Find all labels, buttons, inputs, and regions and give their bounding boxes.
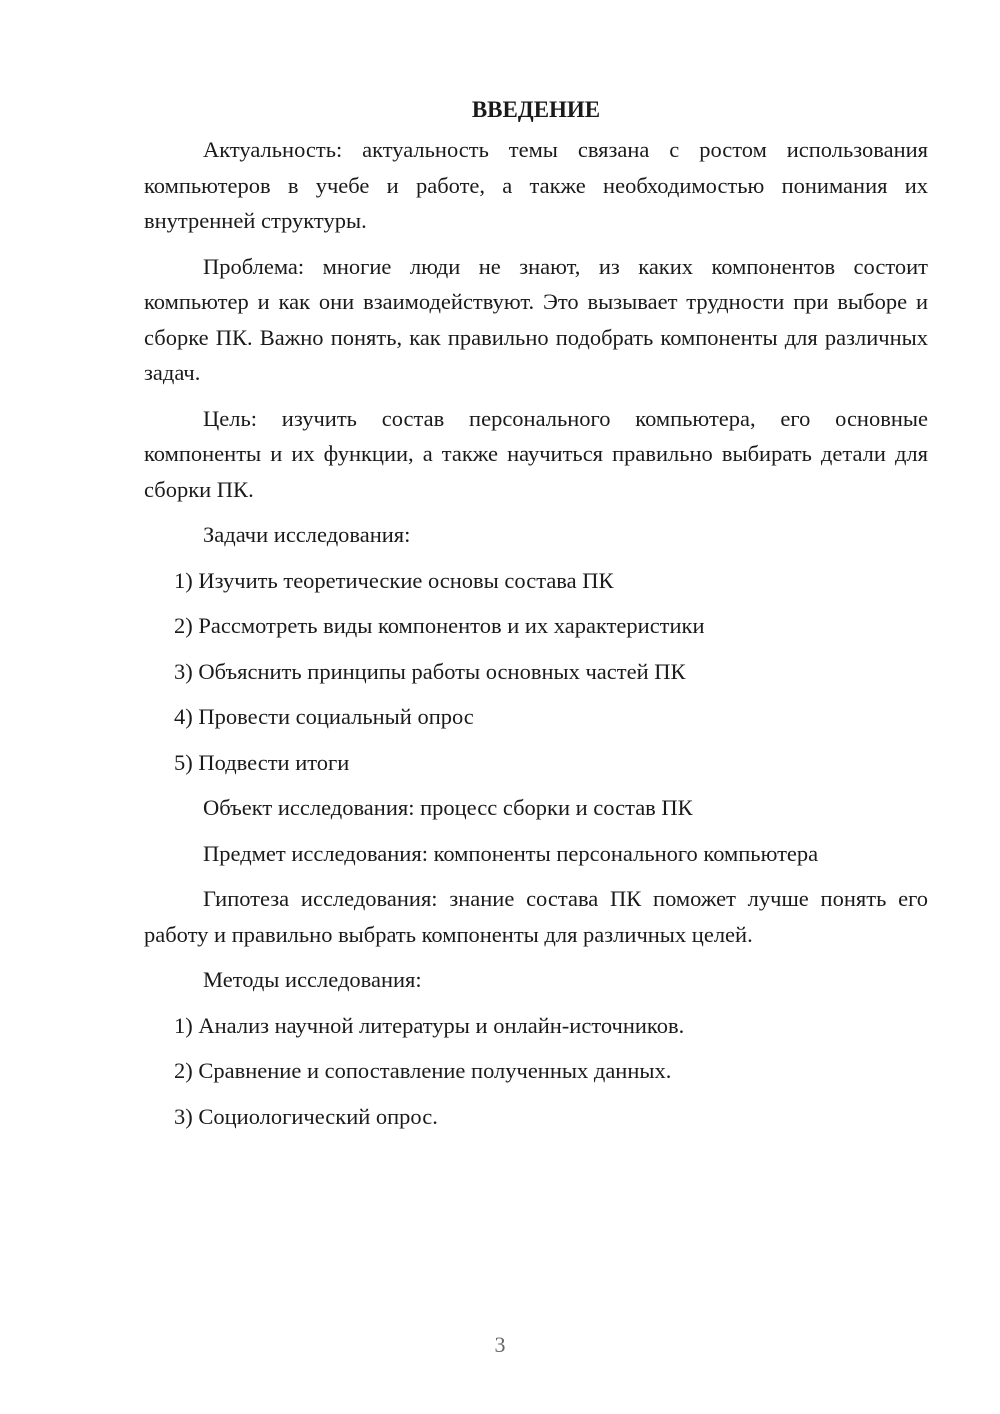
hypothesis-paragraph: Гипотеза исследования: знание состава ПК поможет лучше понять его работу и правильно выбрать компоненты для различных целей.: [144, 886, 928, 947]
page-number: 3: [494, 1332, 506, 1357]
relevance-paragraph: Актуальность: актуальность темы связана с ростом использования компьютеров в учебе и работе, а также необходимостью понимания их внутренней структуры.: [144, 137, 928, 233]
list-item: 3) Объяснить принципы работы основных частей ПК: [174, 658, 686, 684]
list-item: 2) Рассмотреть виды компонентов и их характеристики: [174, 613, 705, 638]
tasks-list: [144, 563, 928, 781]
methods-list: [144, 1008, 928, 1135]
methods-heading: Методы исследования:: [203, 967, 422, 992]
subject-paragraph: Предмет исследования: компоненты персонального компьютера: [203, 840, 819, 866]
tasks-heading: Задачи исследования:: [203, 522, 411, 547]
list-item: 3) Социологический опрос.: [174, 1103, 438, 1129]
problem-paragraph: Проблема: многие люди не знают, из каких компонентов состоит компьютер и как они взаимодействуют. Это вызывает трудности при выборе и сборке ПК. Важно понять, как правильно подобрать компоненты для различных задач.: [144, 253, 928, 385]
list-item: 1) Изучить теоретические основы состава ПК: [174, 567, 614, 593]
list-item: 5) Подвести итоги: [174, 749, 350, 775]
list-item: 1) Анализ научной литературы и онлайн-источников.: [174, 1012, 685, 1038]
list-item: 4) Провести социальный опрос: [174, 704, 474, 729]
list-item: 2) Сравнение и сопоставление полученных данных.: [174, 1058, 672, 1083]
object-paragraph: Объект исследования: процесс сборки и состав ПК: [203, 795, 693, 820]
goal-paragraph: Цель: изучить состав персонального компьютера, его основные компоненты и их функции, а также научиться правильно выбирать детали для сборки ПК.: [144, 405, 928, 502]
document-page: [144, 92, 928, 1144]
page-title: ВВЕДЕНИЕ: [471, 97, 601, 122]
